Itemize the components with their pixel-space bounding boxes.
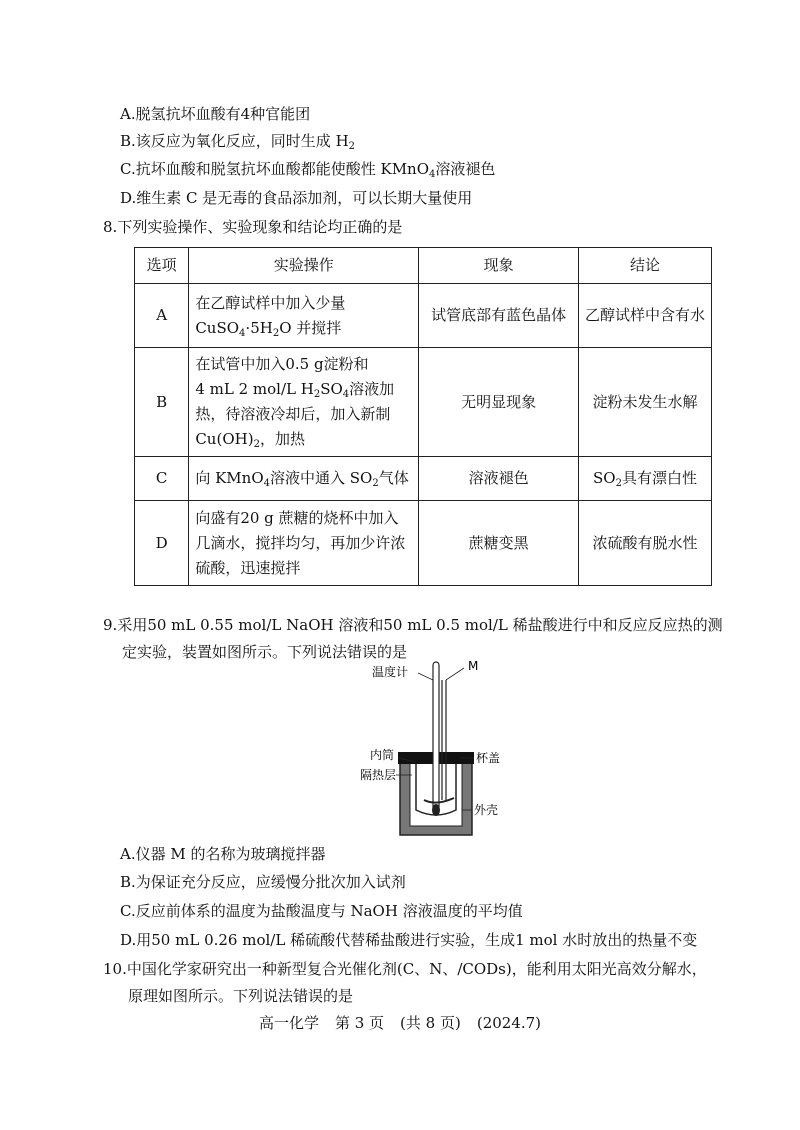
row-operation: 在乙醇试样中加入少量 $CuSO_4\cdot 5H_2O$ 并搅拌 xyxy=(189,284,419,348)
footer-page: 第 3 页 xyxy=(334,1014,385,1032)
header-conclusion: 结论 xyxy=(578,248,711,284)
row-option: B xyxy=(135,348,189,457)
table-row xyxy=(135,348,712,457)
footer-total: (共 8 页) xyxy=(400,1014,461,1032)
label-lid: 杯盖 xyxy=(476,751,501,765)
table-header-row xyxy=(135,248,712,284)
page-footer xyxy=(0,1012,800,1033)
row-operation: 向 KMnO$_4$溶液中通入 $SO_2$气体 xyxy=(189,457,419,501)
q8-stem: 8.下列实验操作、实验现象和结论均正确的是 xyxy=(103,218,403,236)
row-operation: 向盛有20 g 蔗糖的烧杯中加入 几滴水，搅拌均匀，再加少许浓 硫酸，迅速搅拌 xyxy=(189,501,419,586)
q7-option-c: C.抗坏血酸和脱氢抗坏血酸都能使酸性 KMnO$_4$溶液褪色 xyxy=(120,160,496,180)
q7-option-b: B.该反应为氧化反应，同时生成 $H_2$ xyxy=(120,132,356,152)
header-operation: 实验操作 xyxy=(189,248,419,284)
table-row xyxy=(135,284,712,348)
row-conclusion: 乙醇试样中含有水 xyxy=(578,284,711,348)
header-phenomenon: 现象 xyxy=(419,248,579,284)
footer-subject: 高一化学 xyxy=(258,1014,319,1032)
label-m: M xyxy=(468,660,479,673)
row-conclusion: 浓硫酸有脱水性 xyxy=(578,501,711,586)
row-phenomenon: 试管底部有蓝色晶体 xyxy=(419,284,579,348)
row-phenomenon: 无明显现象 xyxy=(419,348,579,457)
label-insulation: 隔热层 xyxy=(360,768,397,782)
row-operation: 在试管中加入0.5 g淀粉和 4 mL 2 mol/L $H_2SO_4$溶液加 热，待溶液冷却后，加入新制 $Cu(OH)_2$，加热 xyxy=(189,348,419,457)
row-phenomenon: 蔗糖变黑 xyxy=(419,501,579,586)
q7-option-d: D.维生素 C 是无毒的食品添加剂，可以长期大量使用 xyxy=(120,189,473,207)
row-conclusion: $SO_2$具有漂白性 xyxy=(578,457,711,501)
row-option: A xyxy=(135,284,189,348)
label-inner: 内筒 xyxy=(370,748,395,762)
table-row xyxy=(135,457,712,501)
q10-stem-line1: 10.中国化学家研究出一种新型复合光催化剂(C、N、/CODs)，能利用太阳光高效分解水， xyxy=(103,960,707,978)
q9-option-c: C.反应前体系的温度为盐酸温度与 NaOH 溶液温度的平均值 xyxy=(120,902,523,920)
footer-date: (2024.7) xyxy=(476,1014,542,1032)
q9-option-b: B.为保证充分反应，应缓慢分批次加入试剂 xyxy=(120,873,406,891)
q9-stem-line2: 定实验，装置如图所示。下列说法错误的是 xyxy=(122,643,408,661)
table-row xyxy=(135,501,712,586)
row-option: D xyxy=(135,501,189,586)
thermometer-icon xyxy=(433,662,439,810)
q9-option-d: D.用50 mL 0.26 mol/L 稀硫酸代替稀盐酸进行实验，生成1 mol 水时放出的热量不变 xyxy=(120,931,698,949)
q9-stem-line1: 9.采用50 mL 0.55 mol/L NaOH 溶液和50 mL 0.5 mol/L 稀盐酸进行中和反应反应热的测 xyxy=(103,616,723,634)
experiment-table xyxy=(134,247,712,586)
row-conclusion: 淀粉未发生水解 xyxy=(578,348,711,457)
label-shell: 外壳 xyxy=(474,803,499,817)
q7-option-a: A.脱氢抗坏血酸有4种官能团 xyxy=(120,105,311,123)
label-thermometer: 温度计 xyxy=(372,665,409,679)
calorimeter-diagram xyxy=(360,660,510,840)
q10-stem-line2: 原理如图所示。下列说法错误的是 xyxy=(128,987,354,1005)
header-option: 选项 xyxy=(135,248,189,284)
row-option: C xyxy=(135,457,189,501)
row-phenomenon: 溶液褪色 xyxy=(419,457,579,501)
q9-option-a: A.仪器 M 的名称为玻璃搅拌器 xyxy=(120,845,326,863)
